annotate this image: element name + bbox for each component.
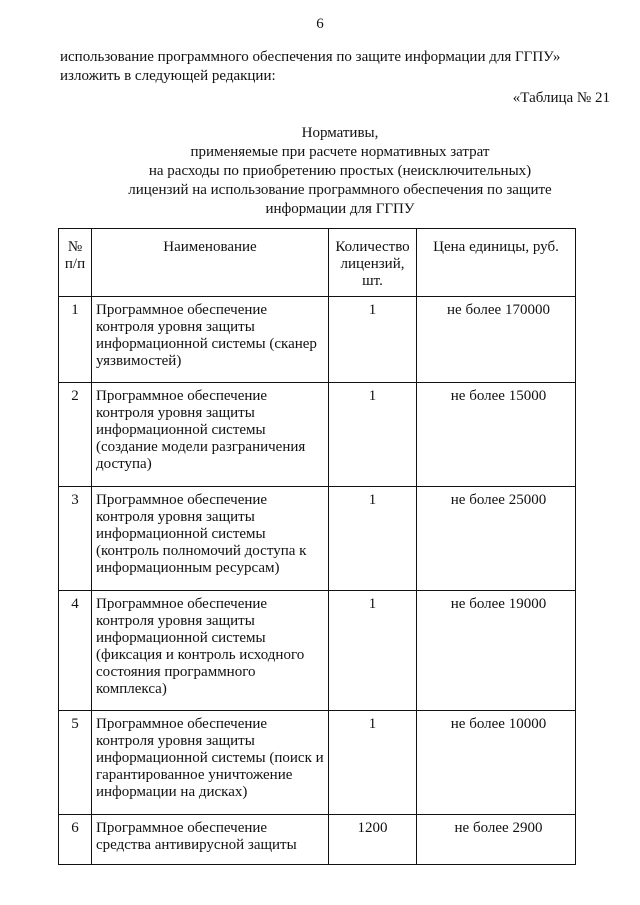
title-line: информации для ГГПУ bbox=[265, 201, 415, 217]
row-qty: 1200 bbox=[329, 815, 417, 865]
row-price: не более 25000 bbox=[417, 487, 576, 591]
row-num: 3 bbox=[59, 487, 92, 591]
intro-line: использование программного обеспечения по защите информации для ГГПУ» bbox=[60, 49, 561, 65]
row-num: 5 bbox=[59, 711, 92, 815]
row-price: не более 19000 bbox=[417, 591, 576, 711]
intro-line: изложить в следующей редакции: bbox=[60, 68, 276, 84]
title-line: лицензий на использование программного обеспечения по защите bbox=[128, 182, 552, 198]
table-row bbox=[59, 591, 576, 711]
norms-table bbox=[58, 228, 576, 865]
title-line: применяемые при расчете нормативных затрат bbox=[190, 144, 490, 160]
intro-paragraph bbox=[60, 48, 610, 86]
header-num: № п/п bbox=[59, 229, 92, 297]
table-row bbox=[59, 383, 576, 487]
row-name: Программное обеспечение контроля уровня защиты информационной системы (поиск и гарантированное уничтожение информации на дисках) bbox=[92, 711, 329, 815]
table-title bbox=[60, 124, 620, 219]
table-row bbox=[59, 815, 576, 865]
table-header-row bbox=[59, 229, 576, 297]
table-row bbox=[59, 297, 576, 383]
table-reference: «Таблица № 21 bbox=[512, 90, 610, 106]
row-num: 2 bbox=[59, 383, 92, 487]
row-price: не более 10000 bbox=[417, 711, 576, 815]
row-name: Программное обеспечение контроля уровня защиты информационной системы (сканер уязвимостей) bbox=[92, 297, 329, 383]
row-num: 1 bbox=[59, 297, 92, 383]
row-qty: 1 bbox=[329, 487, 417, 591]
row-num: 6 bbox=[59, 815, 92, 865]
table-row bbox=[59, 711, 576, 815]
header-qty: Количество лицензий, шт. bbox=[329, 229, 417, 297]
page-number: 6 bbox=[316, 16, 324, 32]
header-name: Наименование bbox=[92, 229, 329, 297]
row-price: не более 15000 bbox=[417, 383, 576, 487]
row-name: Программное обеспечение контроля уровня защиты информационной системы (фиксация и контроль исходного состояния программного комплекса) bbox=[92, 591, 329, 711]
row-name: Программное обеспечение контроля уровня защиты информационной системы (создание модели разграничения доступа) bbox=[92, 383, 329, 487]
title-line: на расходы по приобретению простых (неисключительных) bbox=[148, 163, 532, 179]
row-qty: 1 bbox=[329, 297, 417, 383]
header-price: Цена единицы, руб. bbox=[417, 229, 576, 297]
row-qty: 1 bbox=[329, 591, 417, 711]
row-name: Программное обеспечение контроля уровня защиты информационной системы (контроль полномочий доступа к информационным ресурсам) bbox=[92, 487, 329, 591]
table-row bbox=[59, 487, 576, 591]
row-qty: 1 bbox=[329, 711, 417, 815]
row-qty: 1 bbox=[329, 383, 417, 487]
row-num: 4 bbox=[59, 591, 92, 711]
row-price: не более 170000 bbox=[417, 297, 576, 383]
title-line: Нормативы, bbox=[301, 125, 379, 141]
row-name: Программное обеспечение средства антивирусной защиты bbox=[92, 815, 329, 865]
row-price: не более 2900 bbox=[417, 815, 576, 865]
